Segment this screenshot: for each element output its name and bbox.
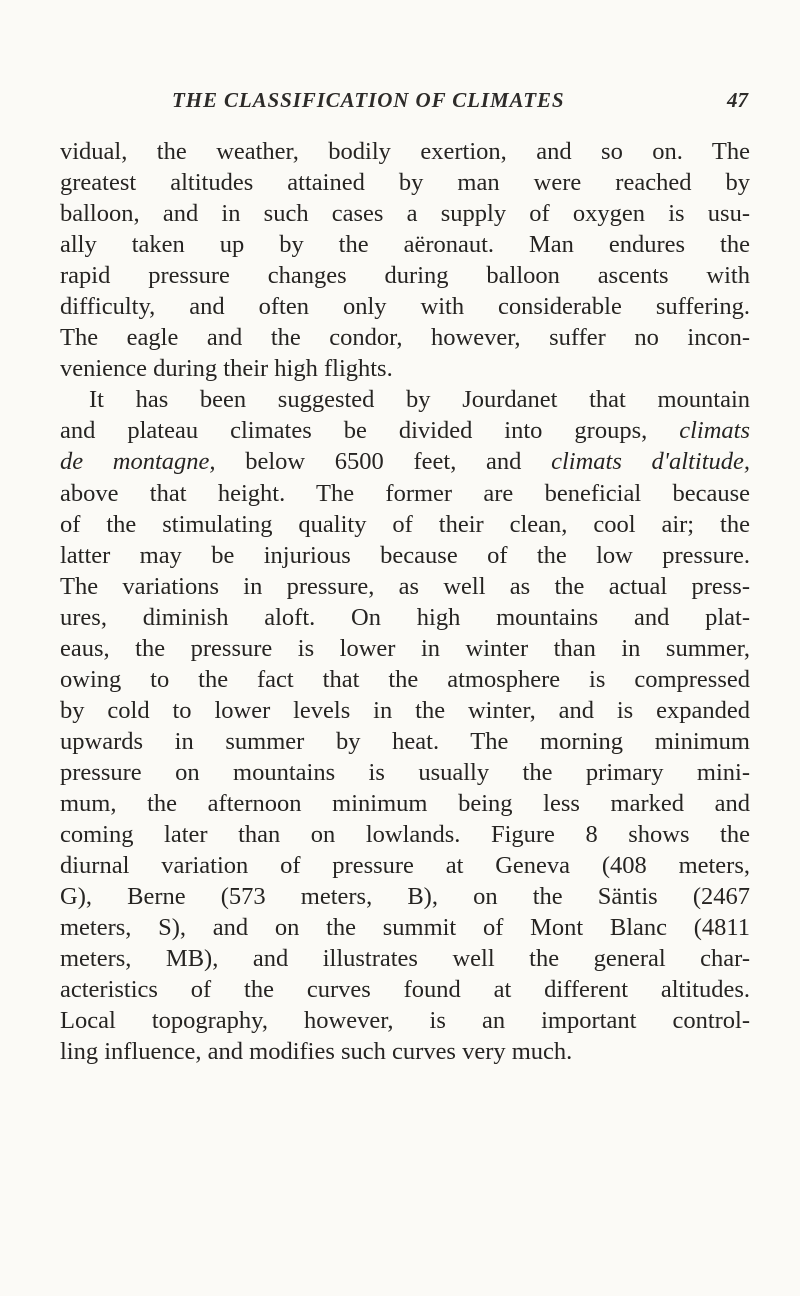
text-line: latter may be injurious because of the low pressure. — [60, 541, 750, 569]
body-text — [60, 136, 750, 1067]
text-line: ally taken up by the aëronaut. Man endures the — [60, 231, 750, 259]
text-line: acteristics of the curves found at different altitudes. — [60, 976, 750, 1004]
text-line: coming later than on lowlands. Figure 8 shows the — [60, 821, 750, 849]
text-line: It has been suggested by Jourdanet that mountain — [89, 386, 750, 414]
text-line: difficulty, and often only with considerable suffering. — [60, 293, 750, 321]
text-line: vidual, the weather, bodily exertion, and so on. The — [60, 138, 750, 165]
paragraph-1 — [60, 136, 750, 384]
text-line: above that height. The former are beneficial because — [60, 479, 750, 507]
paragraph-2 — [60, 384, 750, 1067]
text-line: balloon, and in such cases a supply of oxygen is usu- — [60, 200, 750, 228]
italic-term: climats — [679, 417, 751, 445]
text-line: eaus, the pressure is lower in winter than in summer, — [60, 634, 750, 662]
text-line: ures, diminish aloft. On high mountains and plat- — [60, 603, 750, 631]
text-line: The eagle and the condor, however, suffer no incon- — [60, 324, 750, 352]
text-run: and plateau climates be divided into groups, — [60, 417, 648, 445]
text-line: rapid pressure changes during balloon ascents with — [60, 262, 750, 290]
chapter-title: THE CLASSIFICATION OF CLIMATES — [172, 88, 565, 112]
running-head — [60, 88, 748, 118]
text-line: owing to the fact that the atmosphere is compressed — [60, 665, 750, 693]
text-line: Local topography, however, is an important control- — [60, 1007, 750, 1035]
text-line: pressure on mountains is usually the primary mini- — [60, 758, 750, 786]
text-line: of the stimulating quality of their clean, cool air; the — [60, 510, 750, 538]
text-line: meters, MB), and illustrates well the general char- — [60, 945, 750, 973]
text-line — [60, 446, 750, 477]
text-line: venience during their high flights. — [60, 355, 393, 383]
text-line: ling influence, and modifies such curves very much. — [60, 1038, 573, 1066]
text-line: upwards in summer by heat. The morning minimum — [60, 727, 750, 755]
text-line: greatest altitudes attained by man were reached by — [60, 169, 750, 197]
text-line: mum, the afternoon minimum being less marked and — [60, 789, 750, 817]
text-line: The variations in pressure, as well as the actual press- — [60, 572, 750, 600]
text-run: below 6500 feet, and — [245, 448, 522, 476]
text-line: by cold to lower levels in the winter, and is expanded — [60, 696, 750, 724]
italic-term: climats d'altitude, — [551, 448, 751, 476]
text-line: diurnal variation of pressure at Geneva (408 meters, — [60, 852, 750, 880]
text-line: meters, S), and on the summit of Mont Blanc (4811 — [60, 914, 750, 942]
page-number: 47 — [727, 88, 748, 112]
italic-term: de montagne, — [60, 448, 216, 476]
text-line — [60, 415, 750, 446]
text-line: G), Berne (573 meters, B), on the Säntis (2467 — [60, 883, 750, 911]
